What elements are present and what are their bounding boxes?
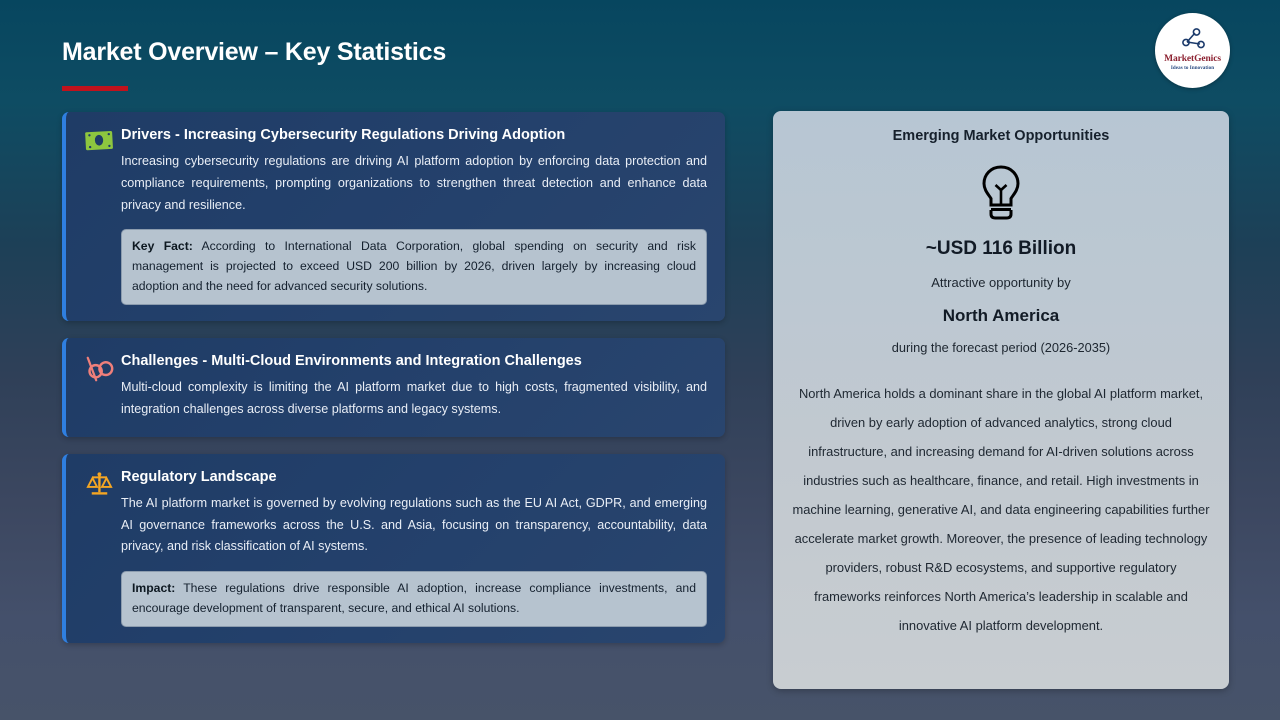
opportunity-subtitle: Attractive opportunity by <box>931 275 1071 290</box>
leading-region: North America <box>942 306 1060 325</box>
logo-name: MarketGenics <box>1164 54 1221 65</box>
card-body: The AI platform market is governed by evolving regulations such as the EU AI Act, GDPR, and emerging AI governance frameworks across the U.S. and Asia, focusing on transparency, accountability, data privacy, and risk classification of AI systems. <box>121 495 707 554</box>
region-description: North America holds a dominant share in the global AI platform market, driven by early adoption of advanced analytics, strong cloud infrastructure, and increasing demand for AI-driven solutions across industries such as healthcare, finance, and retail. High investments in machine learning, generative AI, and data engineering capabilities further accelerate market growth. Moreover, the presence of leading technology providers, robust R&D ecosystems, and supportive regulatory frameworks reinforces North America’s leadership in scalable and innovative AI platform development. <box>792 386 1210 634</box>
banknote-icon <box>82 128 116 162</box>
card-challenges <box>62 338 725 437</box>
callout-text: According to International Data Corporation, global spending on security and risk management is projected to exceed USD 200 billion by 2026, driven largely by increasing cloud adoption and the need for advanced security solutions. <box>132 239 696 293</box>
network-nodes-icon <box>1178 28 1208 54</box>
emerging-market-opportunities-panel <box>773 111 1229 689</box>
page-title: Market Overview – Key Statistics <box>62 38 447 66</box>
panel-title: Emerging Market Opportunities <box>892 128 1110 144</box>
forecast-period: during the forecast period (2026-2035) <box>891 340 1111 355</box>
callout-label: Impact: <box>132 581 176 596</box>
impact-callout <box>121 571 707 627</box>
market-value: ~USD 116 Billion <box>925 238 1077 259</box>
lightbulb-icon <box>791 164 1211 222</box>
card-drivers <box>62 112 725 321</box>
card-regulatory-landscape <box>62 454 725 644</box>
callout-label: Key Fact: <box>132 239 193 254</box>
callout-text: These regulations drive responsible AI adoption, increase compliance investments, and encourage development of transparent, secure, and ethical AI solutions. <box>132 581 696 615</box>
statistics-card-list <box>62 112 725 660</box>
scales-of-justice-icon <box>82 470 116 504</box>
card-heading: Challenges - Multi-Cloud Environments and Integration Challenges <box>121 353 582 370</box>
card-heading: Regulatory Landscape <box>121 468 277 485</box>
brand-logo <box>1155 13 1230 88</box>
logo-tagline: Ideas to Innovation <box>1170 66 1215 72</box>
title-accent-rule <box>62 86 128 91</box>
key-fact-callout <box>121 229 707 305</box>
card-body: Increasing cybersecurity regulations are driving AI platform adoption by enforcing data protection and compliance requirements, prompting organizations to strengthen threat detection and enhance data privacy and resilience. <box>121 154 707 212</box>
card-body: Multi-cloud complexity is limiting the AI platform market due to high costs, fragmented visibility, and integration challenges across diverse platforms and legacy systems. <box>121 380 707 416</box>
card-heading: Drivers - Increasing Cybersecurity Regulations Driving Adoption <box>121 127 566 143</box>
broken-link-icon <box>82 354 116 388</box>
